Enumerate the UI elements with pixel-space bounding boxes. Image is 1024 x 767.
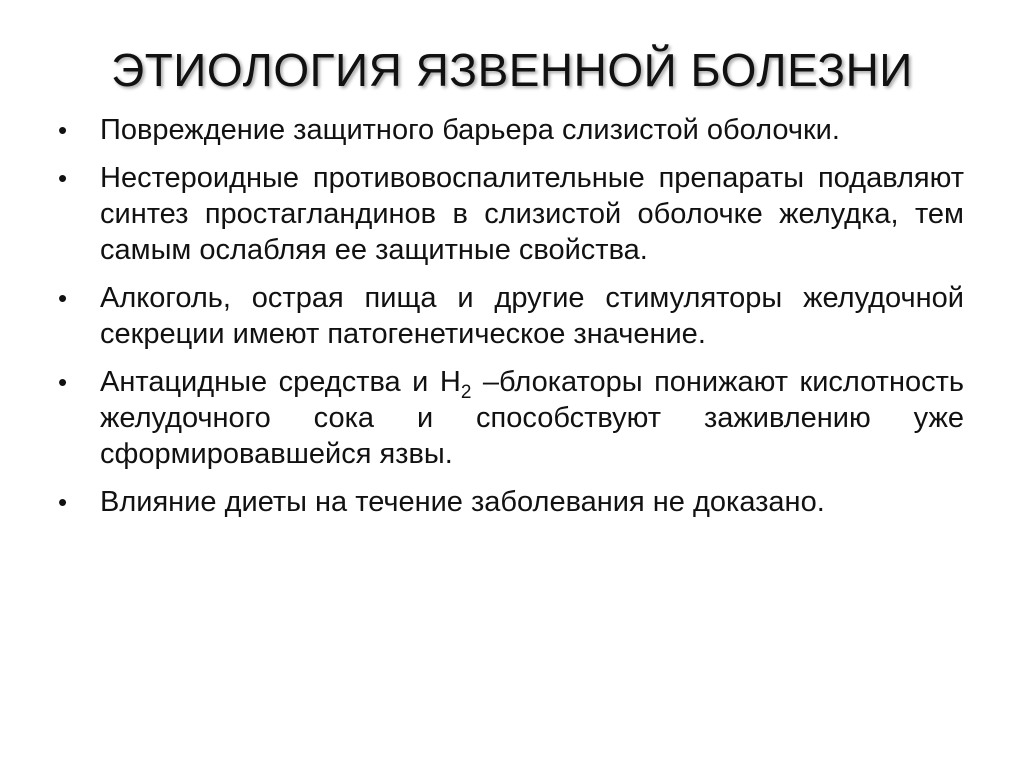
bullet-text: Нестероидные противовоспалительные препараты подавляют синтез простагландинов в слизистой оболочке желудка, тем самым ослабляя ее защитные свойства. [100, 162, 964, 266]
bullet-text [100, 366, 964, 470]
bullet-text: Алкоголь, острая пища и другие стимуляторы желудочной секреции имеют патогенетическое значение. [100, 282, 964, 350]
subscript: 2 [460, 381, 472, 403]
bullet-text-part: Антацидные средства и Н [100, 366, 461, 398]
slide-title: ЭТИОЛОГИЯ ЯЗВЕННОЙ БОЛЕЗНИ [111, 44, 913, 96]
bullet-text-part: –блокаторы понижают кислотность желудочного сока и способствуют заживлению уже сформировавшейся язвы. [100, 366, 964, 470]
bullet-text: Повреждение защитного барьера слизистой оболочки. [100, 114, 840, 146]
bullet-icon: • [58, 163, 68, 193]
bullet-list [58, 112, 964, 532]
bullet-text: Влияние диеты на течение заболевания не доказано. [100, 486, 825, 518]
list-item [58, 160, 964, 268]
bullet-icon: • [58, 115, 68, 145]
bullet-icon: • [58, 367, 68, 397]
bullet-icon: • [58, 487, 68, 517]
list-item [58, 280, 964, 352]
bullet-icon: • [58, 283, 68, 313]
list-item [58, 484, 964, 520]
list-item [58, 112, 964, 148]
list-item [58, 364, 964, 472]
